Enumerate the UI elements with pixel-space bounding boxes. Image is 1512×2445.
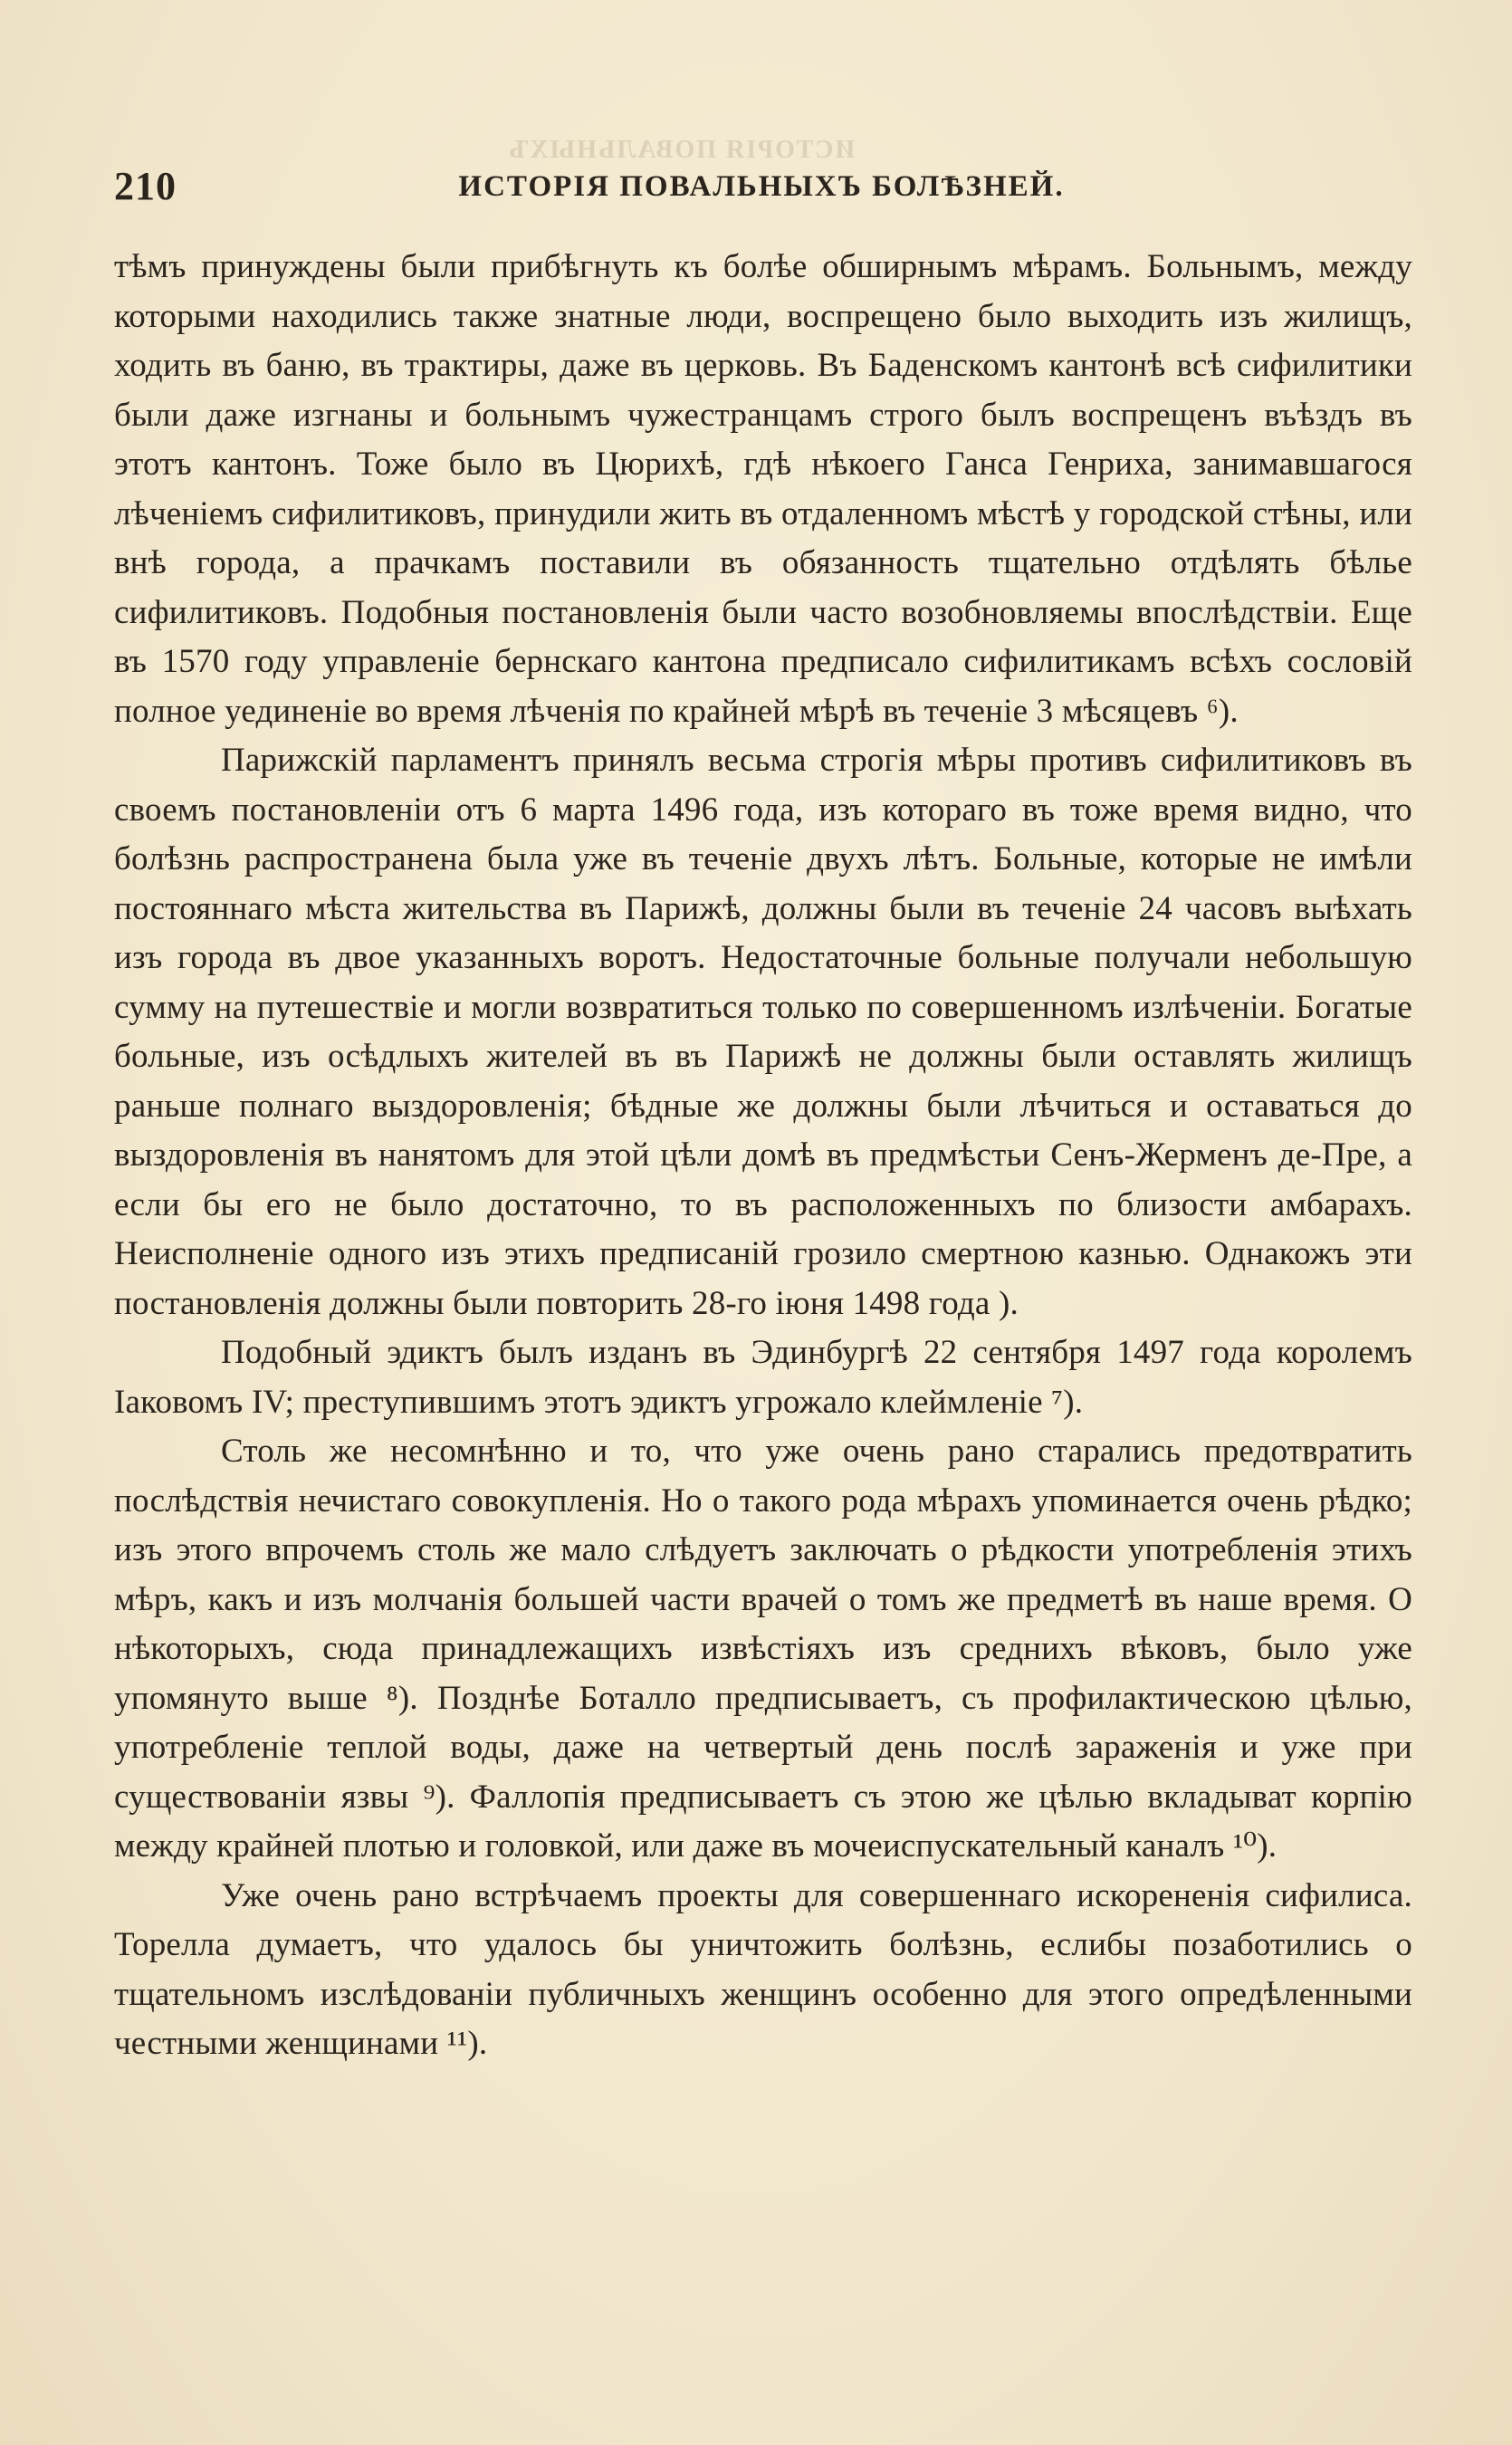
paragraph-3: Подобный эдиктъ былъ изданъ въ Эдинбургѣ 22 сентября 1497 года королемъ Іаковомъ IV; преступившимъ этотъ эдиктъ угрожало клеймленіе ⁷). <box>114 1334 1412 1421</box>
running-title: ИСТОРІЯ ПОВАЛЬНЫХЪ БОЛѢЗНЕЙ. <box>458 170 1065 203</box>
body-text <box>114 243 1412 2069</box>
paragraph-1: тѣмъ принуждены были прибѣгнуть къ болѣе обширнымъ мѣрамъ. Больнымъ, между которыми находились также знатные люди, воспрещено было выходить изъ жилищъ, ходить въ баню, въ трактиры, даже въ церковь. Въ Баденскомъ кантонѣ всѣ сифилитики были даже изгнаны и больнымъ чужестранцамъ строго былъ воспрещенъ въѣздъ въ этотъ кантонъ. Тоже было въ Цюрихѣ, гдѣ нѣкоего Ганса Генриха, занимавшагося лѣченіемъ сифилитиковъ, принудили жить въ отдаленномъ мѣстѣ у городской стѣны, или внѣ города, а прачкамъ поставили въ обязанность тщательно отдѣлять бѣлье сифилитиковъ. Подобныя постановленія были часто возобновляемы впослѣдствіи. Еще въ 1570 году управленіе бернскаго кантона предписало сифилитикамъ всѣхъ сословій полное уединеніе во время лѣченія по крайней мѣрѣ въ теченіе 3 мѣсяцевъ ⁶). <box>114 248 1412 730</box>
paragraph-5: Уже очень рано встрѣчаемъ проекты для совершеннаго искорененія сифилиса. Торелла думаетъ, что удалось бы уничтожить болѣзнь, еслибы позаботились о тщательномъ изслѣдованіи публичныхъ женщинъ особенно для этого опредѣленными честными женщинами ¹¹). <box>114 1876 1412 2062</box>
bleed-through-text: ИСТОРІЯ ПОВАЛЬНЫХЪ <box>507 136 856 164</box>
paragraph-2: Парижскій парламентъ принялъ весьма строгія мѣры противъ сифилитиковъ въ своемъ постановленіи отъ 6 марта 1496 года, изъ котораго въ тоже время видно, что болѣзнь распространена была уже въ теченіе двухъ лѣтъ. Больные, которые не имѣли постояннаго мѣста жительства въ Парижѣ, должны были въ теченіе 24 часовъ выѣхать изъ города въ двое указанныхъ воротъ. Недостаточные больные получали небольшую сумму на путешествіе и могли возвратиться только по совершенномъ излѣченіи. Богатые больные, изъ осѣдлыхъ жителей въ въ Парижѣ не должны были оставлять жилищъ раньше полнаго выздоровленія; бѣдные же должны были лѣчиться и оставаться до выздоровленія въ нанятомъ для этой цѣли домѣ въ предмѣстьи Сенъ-Жерменъ де-Пре, а если бы его не было достаточно, то въ расположенныхъ по близости амбарахъ. Неисполненіе одного изъ этихъ предписаній грозило смертною казнью. Однакожъ эти постановленія должны были повторить 28-го іюня 1498 года ). <box>114 742 1412 1322</box>
page-header <box>114 163 1409 217</box>
page-number: 210 <box>114 164 177 208</box>
paragraph-4: Столь же несомнѣнно и то, что уже очень рано старались предотвратить послѣдствія нечистаго совокупленія. Но о такого рода мѣрахъ упоминается очень рѣдко; изъ этого впрочемъ столь же мало слѣдуетъ заключать о рѣдкости употребленія этихъ мѣръ, какъ и изъ молчанія большей части врачей о томъ же предметѣ въ наше время. О нѣкоторыхъ, сюда принадлежащихъ извѣстіяхъ изъ среднихъ вѣковъ, было уже упомянуто выше ⁸). Позднѣе Боталло предписываетъ, съ профилактическою цѣлью, употребленіе теплой воды, даже на четвертый день послѣ зараженія и уже при существованіи язвы ⁹). Фаллопія предписываетъ съ этою же цѣлью вкладыват корпію между крайней плотью и головкой, или даже въ мочеиспускательный каналъ ¹⁰). <box>114 1433 1412 1865</box>
